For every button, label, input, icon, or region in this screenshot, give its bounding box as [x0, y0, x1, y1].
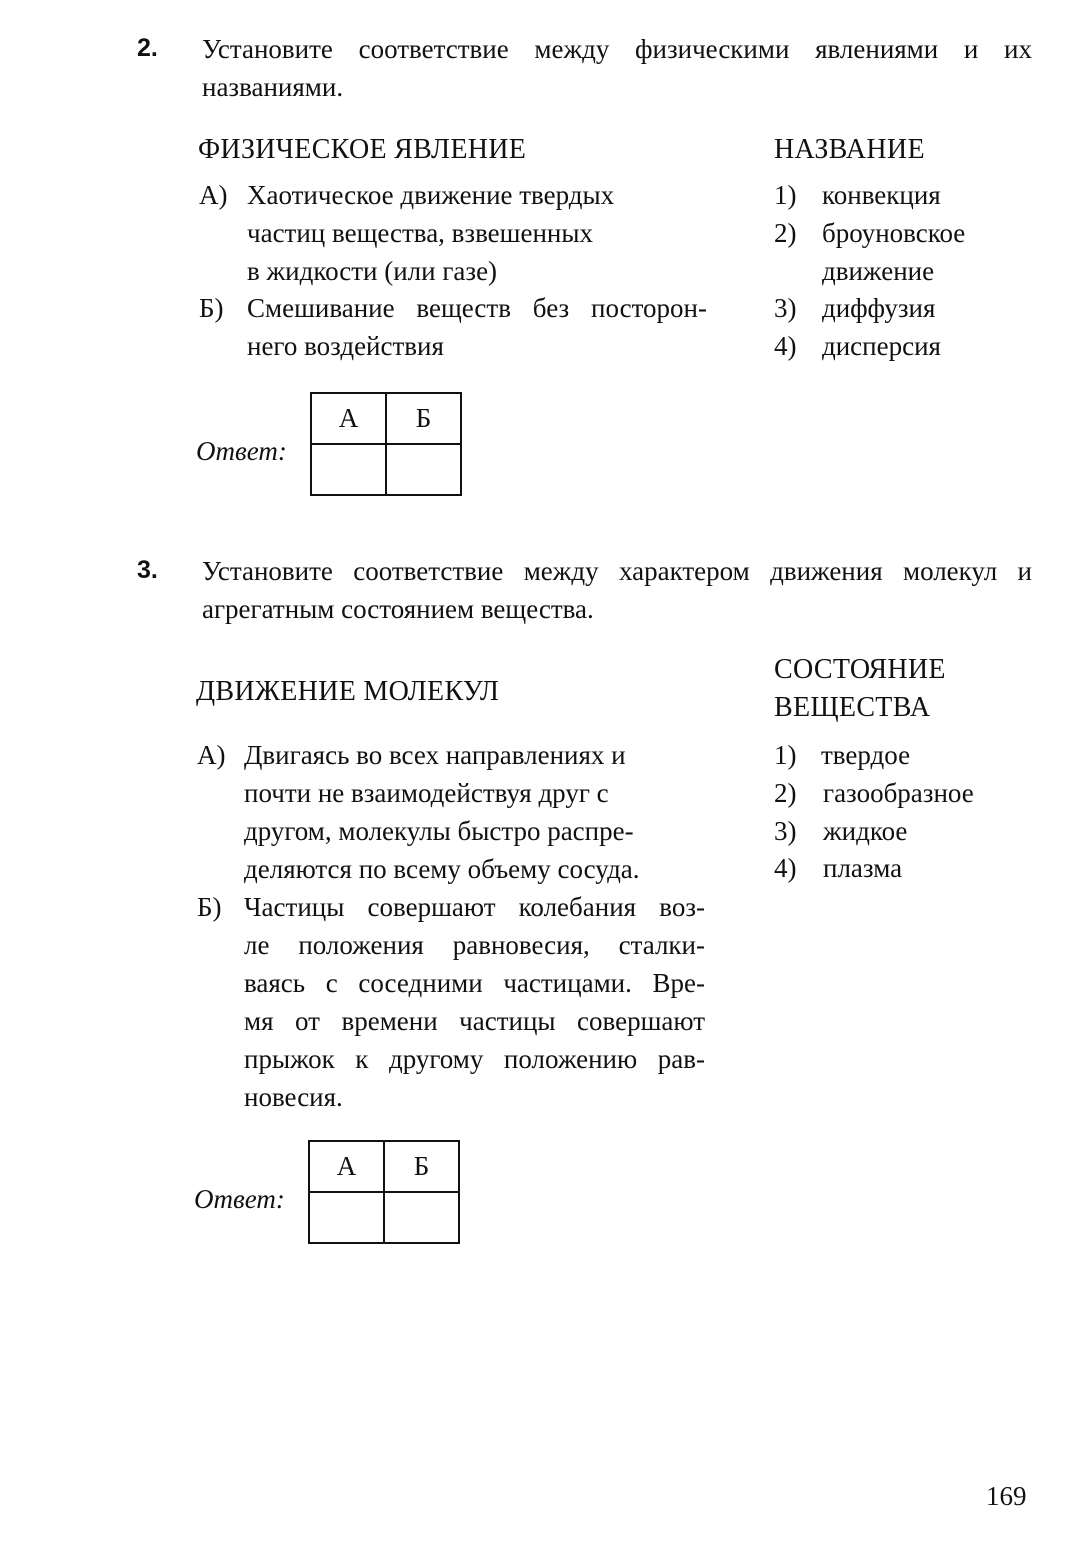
question-3-number: 3. [137, 556, 158, 584]
option-number: 3) [774, 293, 797, 323]
item-line: почти не взаимодействуя друг с [244, 778, 609, 808]
question-3-text-line-2: агрегатным состоянием вещества. [202, 594, 594, 624]
answer-header-a: А [309, 1141, 384, 1192]
question-3-left-heading: ДВИЖЕНИЕ МОЛЕКУЛ [196, 676, 500, 707]
answer-cell-a[interactable] [311, 444, 386, 495]
option-number: 3) [774, 816, 797, 846]
item-letter: Б) [197, 892, 222, 922]
item-line: него воздействия [247, 331, 444, 361]
option-text: дисперсия [822, 331, 941, 361]
item-letter: А) [199, 180, 228, 210]
option-number: 4) [774, 853, 797, 883]
answer-header-b: Б [384, 1141, 459, 1192]
item-line: Хаотическое движение твердых [247, 180, 615, 210]
question-2-right-heading: НАЗВАНИЕ [774, 134, 925, 165]
option-number: 4) [774, 331, 797, 361]
option-text: жидкое [823, 816, 908, 846]
answer-header-b: Б [386, 393, 461, 444]
item-line: другом, молекулы быстро распре- [244, 816, 634, 846]
item-line: ле положения равновесия, сталки- [244, 930, 705, 960]
option-number: 2) [774, 218, 797, 248]
question-3-answer-table [308, 1140, 460, 1244]
question-2-left-heading: ФИЗИЧЕСКОЕ ЯВЛЕНИЕ [198, 134, 527, 165]
option-text: твердое [821, 740, 911, 770]
option-text: броуновское [822, 218, 966, 248]
item-line: мя от времени частицы совершают [244, 1006, 705, 1036]
answer-cell-b[interactable] [384, 1192, 459, 1243]
answer-cell-b[interactable] [386, 444, 461, 495]
option-number: 1) [774, 180, 797, 210]
item-letter: А) [197, 740, 226, 770]
option-number: 2) [774, 778, 797, 808]
question-2-text-line-2: названиями. [202, 72, 344, 102]
option-text: движение [822, 256, 935, 286]
question-3-answer-label: Ответ: [194, 1184, 285, 1214]
item-line: Двигаясь во всех направлениях и [244, 740, 626, 770]
item-line: Смешивание веществ без посторон- [247, 293, 707, 323]
answer-cell-a[interactable] [309, 1192, 384, 1243]
option-text: диффузия [822, 293, 936, 323]
question-2-number: 2. [137, 34, 158, 62]
item-letter: Б) [199, 293, 224, 323]
question-3-right-heading-line-1: СОСТОЯНИЕ [774, 654, 946, 685]
page-number: 169 [986, 1481, 1027, 1511]
item-line: в жидкости (или газе) [247, 256, 498, 286]
option-text: конвекция [822, 180, 941, 210]
option-text: плазма [823, 853, 903, 883]
question-3-right-heading-line-2: ВЕЩЕСТВА [774, 692, 931, 723]
option-number: 1) [774, 740, 797, 770]
question-2-answer-label: Ответ: [196, 436, 287, 466]
item-line: деляются по всему объему сосуда. [244, 854, 640, 884]
question-2-answer-table [310, 392, 462, 496]
item-line: прыжок к другому положению рав- [244, 1044, 705, 1074]
question-3-text-line-1: Установите соответствие между характером движения молекул и [202, 556, 1032, 586]
answer-header-a: А [311, 393, 386, 444]
item-line: частиц вещества, взвешенных [247, 218, 593, 248]
item-line: новесия. [244, 1082, 343, 1112]
item-line: Частицы совершают колебания воз- [244, 892, 705, 922]
question-2-text-line-1: Установите соответствие между физическими явлениями и их [202, 34, 1032, 64]
item-line: ваясь с соседними частицами. Вре- [244, 968, 705, 998]
option-text: газообразное [823, 778, 974, 808]
